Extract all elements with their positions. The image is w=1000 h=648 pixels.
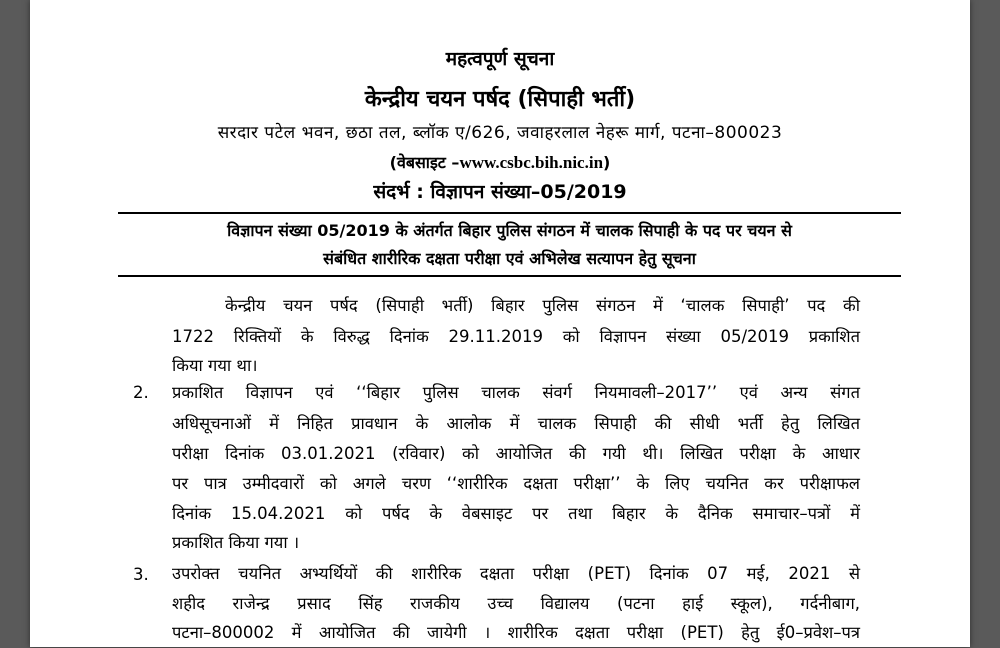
website-close: ) (603, 153, 611, 172)
paragraph-line: उपरोक्त चयनित अभ्यर्थियों की शारीरिक दक्षता परीक्षा (PET) दिनांक 07 मई, 2021 से (172, 564, 860, 583)
paragraph-number: 3. (133, 565, 149, 584)
website-line (30, 151, 970, 173)
subject-line-2: संबंधित शारीरिक दक्षता परीक्षा एवं अभिलेख सत्यापन हेतु सूचना (323, 249, 696, 268)
reference-line: संदर्भ : विज्ञापन संख्या–05/2019 (373, 181, 627, 203)
paragraph-line: प्रकाशित विज्ञापन एवं ‘‘बिहार पुलिस चालक संवर्ग नियमावली–2017’’ एवं अन्य संगत (172, 383, 860, 402)
paragraph-line: पटना–800002 में आयोजित की जायेगी । शारीरिक दक्षता परीक्षा (PET) हेतु ई0–प्रवेश–पत्र (172, 623, 860, 642)
paragraph-line: 1722 रिक्तियों के विरुद्ध दिनांक 29.11.2019 को विज्ञापन संख्या 05/2019 प्रकाशित (172, 327, 860, 346)
paragraph-line: परीक्षा दिनांक 03.01.2021 (रविवार) को आयोजित की गयी थी। लिखित परीक्षा के आधार (172, 444, 860, 463)
paragraph-line: केन्द्रीय चयन पर्षद (सिपाही भर्ती) बिहार पुलिस संगठन में ‘चालक सिपाही’ पद की (225, 296, 860, 315)
board-name: केन्द्रीय चयन पर्षद (सिपाही भर्ती) (364, 87, 636, 112)
subject-line-1: विज्ञापन संख्या 05/2019 के अंतर्गत बिहार पुलिस संगठन में चालक सिपाही के पद पर चयन से (227, 221, 792, 240)
document-page (30, 0, 970, 647)
notice-title: महत्वपूर्ण सूचना (445, 48, 555, 70)
paragraph-line: पर पात्र उम्मीदवारों को अगले चरण ‘‘शारीरिक दक्षता परीक्षा’’ के लिए चयनित कर परीक्षाफल (172, 474, 860, 493)
website-label: (वेबसाइट – (389, 153, 460, 172)
board-address: सरदार पटेल भवन, छठा तल, ब्लॉक ए/626, जवाहरलाल नेहरू मार्ग, पटना–800023 (217, 123, 783, 143)
paragraph-number: 2. (133, 383, 149, 402)
paragraph-line: प्रकाशित किया गया । (172, 533, 300, 552)
paragraph-line: किया गया था। (172, 356, 258, 375)
paragraph-line: दिनांक 15.04.2021 को पर्षद के वेबसाइट पर तथा बिहार के दैनिक समाचार–पत्रों में (172, 504, 860, 523)
subject-box (118, 212, 901, 277)
paragraph-line: अधिसूचनाओं में निहित प्रावधान के आलोक में चालक सिपाही की सीधी भर्ती हेतु लिखित (172, 414, 860, 433)
paragraph-line: शहीद राजेन्द्र प्रसाद सिंह राजकीय उच्च विद्यालय (पटना हाई स्कूल), गर्दनीबाग, (172, 594, 860, 613)
website-url: www.csbc.bih.nic.in (459, 153, 604, 172)
